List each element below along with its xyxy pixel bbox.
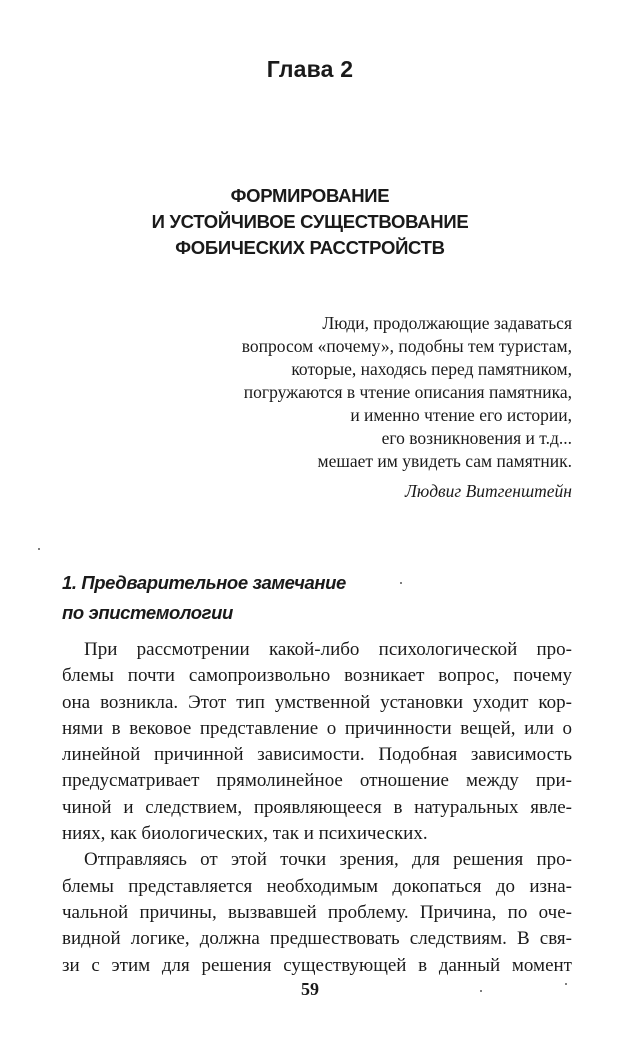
paragraph (62, 847, 572, 978)
text-line: зи с этим для решения существующей в данный момент (62, 954, 572, 976)
epigraph-author: Людвиг Витгенштейн (405, 481, 572, 501)
epigraph (132, 312, 572, 503)
epigraph-line: погружаются в чтение описания памятника, (243, 382, 572, 402)
chapter-title-line: И УСТОЙЧИВОЕ СУЩЕСТВОВАНИЕ (151, 211, 469, 232)
chapter-title-line: ФОБИЧЕСКИХ РАССТРОЙСТВ (175, 237, 445, 258)
section-heading-line: 1. Предварительное замечание (62, 572, 346, 593)
chapter-heading: Глава 2 (266, 56, 354, 82)
epigraph-line: его возникновения и т.д... (381, 428, 572, 448)
text-line: При рассмотрении какой-либо психологической про- (84, 639, 572, 660)
text-line: она возникла. Этот тип умственной установки уходит кор- (62, 691, 572, 713)
epigraph-line: которые, находясь перед памятником, (291, 359, 572, 379)
body-text (62, 637, 572, 979)
text-line: блемы представляется необходимым докопаться до изна- (62, 875, 572, 897)
section-heading-line: по эпистемологии (62, 602, 233, 623)
text-line: чиной и следствием, проявляющееся в натуральных явле- (62, 796, 572, 818)
scan-speck (400, 582, 402, 584)
text-line: блемы почти самопроизвольно возникает вопрос, почему (62, 665, 572, 687)
epigraph-line: вопросом «почему», подобны тем туристам, (241, 336, 572, 356)
text-line: нями в вековое представление о причинности вещей, или о (62, 717, 572, 739)
text-line: Отправляясь от этой точки зрения, для решения про- (84, 849, 572, 871)
chapter-title-line: ФОРМИРОВАНИЕ (230, 185, 390, 206)
epigraph-line: мешает им увидеть сам памятник. (317, 451, 572, 471)
section-heading (62, 568, 346, 628)
paragraph (62, 637, 572, 847)
text-line: ниях, как биологических, так и психических. (62, 823, 428, 845)
scan-speck (565, 983, 567, 985)
epigraph-line: Люди, продолжающие задаваться (322, 313, 572, 333)
chapter-title (0, 183, 620, 261)
page-number: 59 (301, 979, 319, 999)
epigraph-line: и именно чтение его истории, (350, 405, 572, 425)
text-line: видной логике, должна предшествовать следствиям. В свя- (62, 928, 572, 950)
text-line: предусматривает прямолинейное отношение между при- (62, 770, 572, 792)
scan-speck (38, 548, 40, 550)
text-line: чальной причины, вызвавшей проблему. Причина, по оче- (62, 901, 572, 923)
scan-speck (480, 990, 482, 992)
text-line: линейной причинной зависимости. Подобная зависимость (62, 744, 572, 766)
